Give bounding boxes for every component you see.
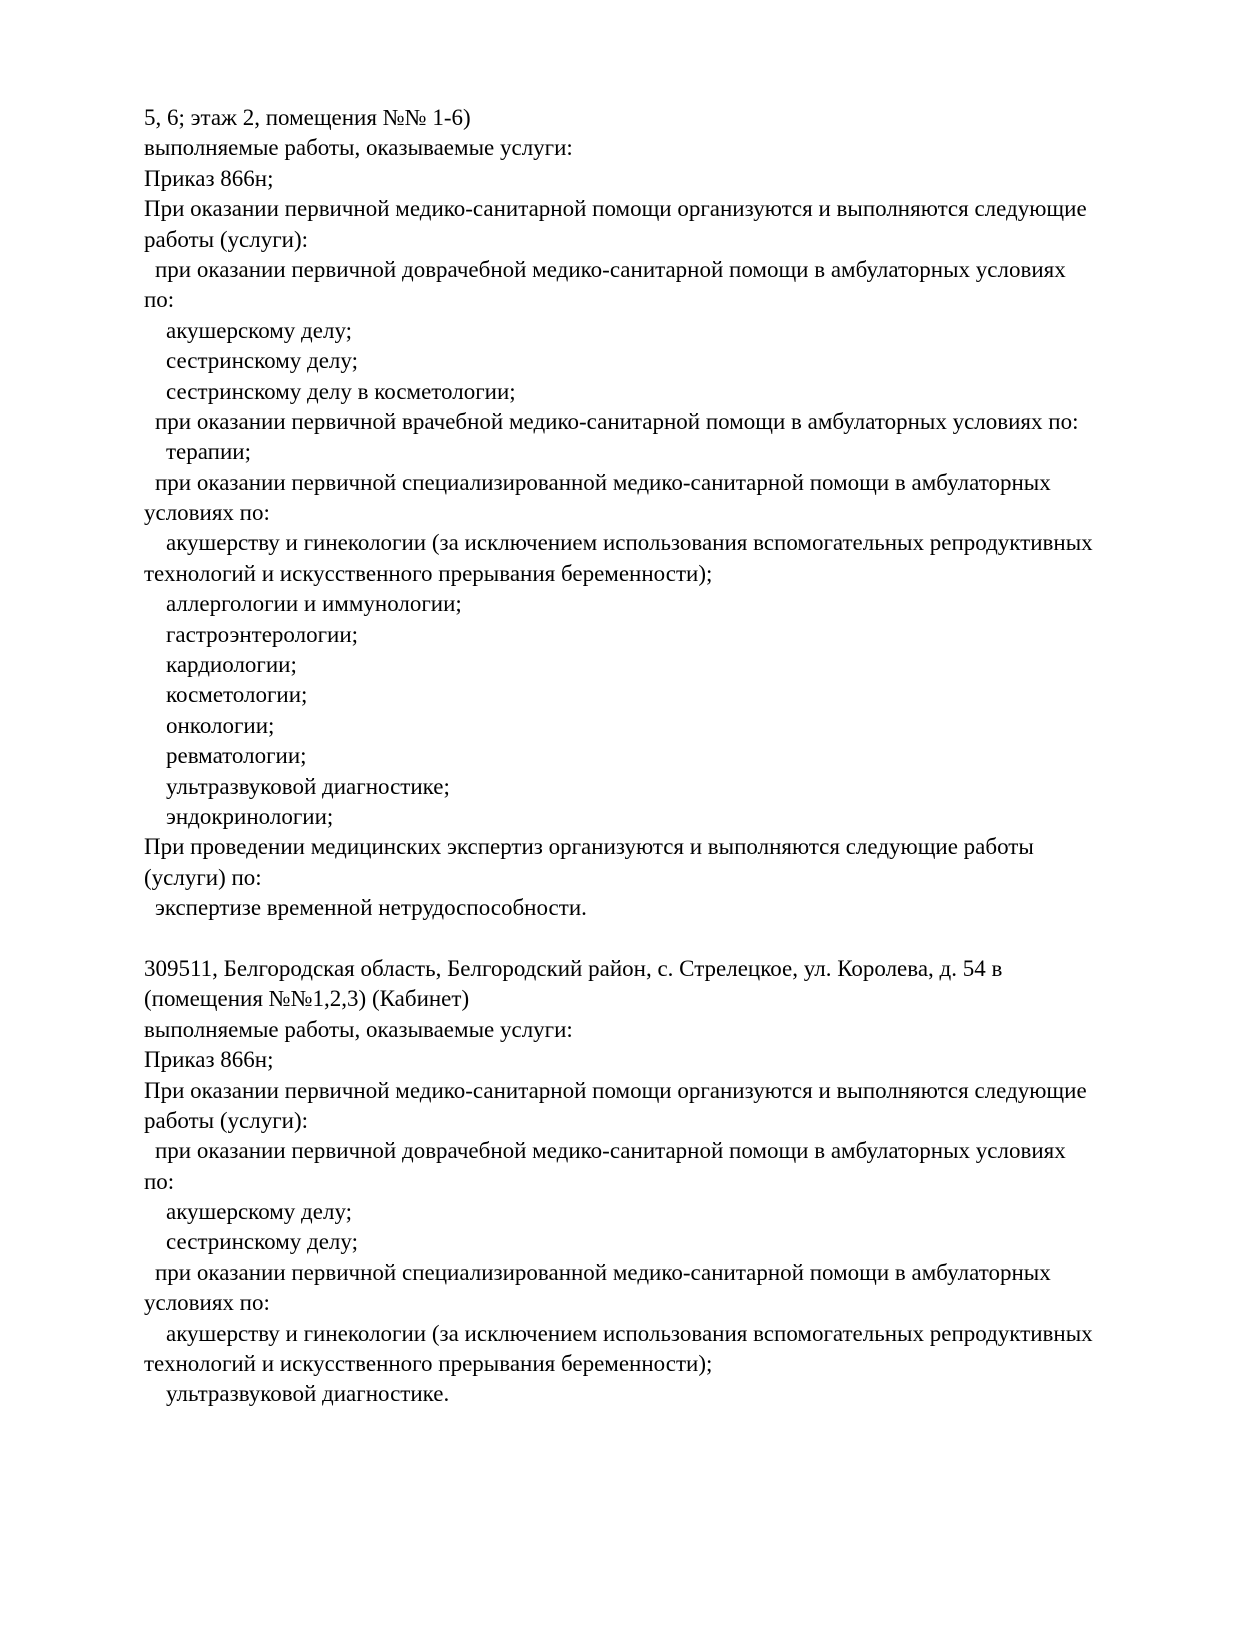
text-line: терапии; (166, 439, 251, 465)
text-line: 309511, Белгородская область, Белгородский район, с. Стрелецкое, ул. Королева, д. 54 в (144, 955, 1003, 981)
text-line: выполняемые работы, оказываемые услуги: (144, 135, 573, 161)
text-line: при оказании первичной доврачебной медико-санитарной помощи в амбулаторных условиях (155, 1138, 1066, 1164)
text-line: эндокринологии; (166, 803, 334, 829)
text-line: При оказании первичной медико-санитарной помощи организуются и выполняются следующие (144, 1077, 1087, 1103)
text-line: ультразвуковой диагностике; (166, 773, 450, 799)
text-line: При проведении медицинских экспертиз организуются и выполняются следующие работы (144, 834, 1034, 860)
text-line: кардиологии; (166, 652, 297, 678)
text-line: Приказ 866н; (144, 165, 274, 191)
text-line: технологий и искусственного прерывания беременности); (144, 1351, 713, 1377)
text-line: Приказ 866н; (144, 1047, 274, 1073)
text-line: сестринскому делу; (166, 348, 358, 374)
text-line: при оказании первичной специализированной медико-санитарной помощи в амбулаторных (155, 1259, 1051, 1285)
text-line: условиях по: (144, 500, 270, 526)
text-line: 5, 6; этаж 2, помещения №№ 1-6) (144, 105, 471, 130)
license-section-location-1 (144, 103, 1204, 924)
text-line: сестринскому делу в косметологии; (166, 378, 516, 404)
text-line: онкологии; (166, 712, 275, 738)
text-line: аллергологии и иммунологии; (166, 591, 462, 617)
text-line: акушерскому делу; (166, 1199, 353, 1225)
text-line: по: (144, 287, 175, 313)
text-line: акушерству и гинекологии (за исключением использования вспомогательных репродуктивных (166, 1320, 1093, 1346)
text-line: (помещения №№1,2,3) (Кабинет) (144, 986, 470, 1012)
text-line: по: (144, 1168, 175, 1194)
text-line: при оказании первичной врачебной медико-санитарной помощи в амбулаторных условиях по: (155, 408, 1079, 434)
license-section-location-2 (144, 954, 1204, 1410)
text-line: При оказании первичной медико-санитарной помощи организуются и выполняются следующие (144, 196, 1087, 222)
text-line: при оказании первичной доврачебной медико-санитарной помощи в амбулаторных условиях (155, 256, 1066, 282)
text-line: акушерскому делу; (166, 317, 353, 343)
text-line: акушерству и гинекологии (за исключением использования вспомогательных репродуктивных (166, 530, 1093, 556)
text-line: гастроэнтерологии; (166, 621, 359, 647)
text-line: работы (услуги): (144, 1107, 308, 1133)
text-line: выполняемые работы, оказываемые услуги: (144, 1016, 573, 1042)
text-line: при оказании первичной специализированной медико-санитарной помощи в амбулаторных (155, 469, 1051, 495)
text-line: технологий и искусственного прерывания беременности); (144, 560, 713, 586)
text-line: сестринскому делу; (166, 1229, 358, 1255)
text-line: работы (услуги): (144, 226, 308, 252)
text-line: экспертизе временной нетрудоспособности. (155, 895, 587, 921)
text-line: ультразвуковой диагностике. (166, 1381, 450, 1407)
text-line: ревматологии; (166, 743, 307, 769)
text-line: (услуги) по: (144, 864, 262, 890)
text-line: условиях по: (144, 1290, 270, 1316)
text-line: косметологии; (166, 682, 308, 708)
